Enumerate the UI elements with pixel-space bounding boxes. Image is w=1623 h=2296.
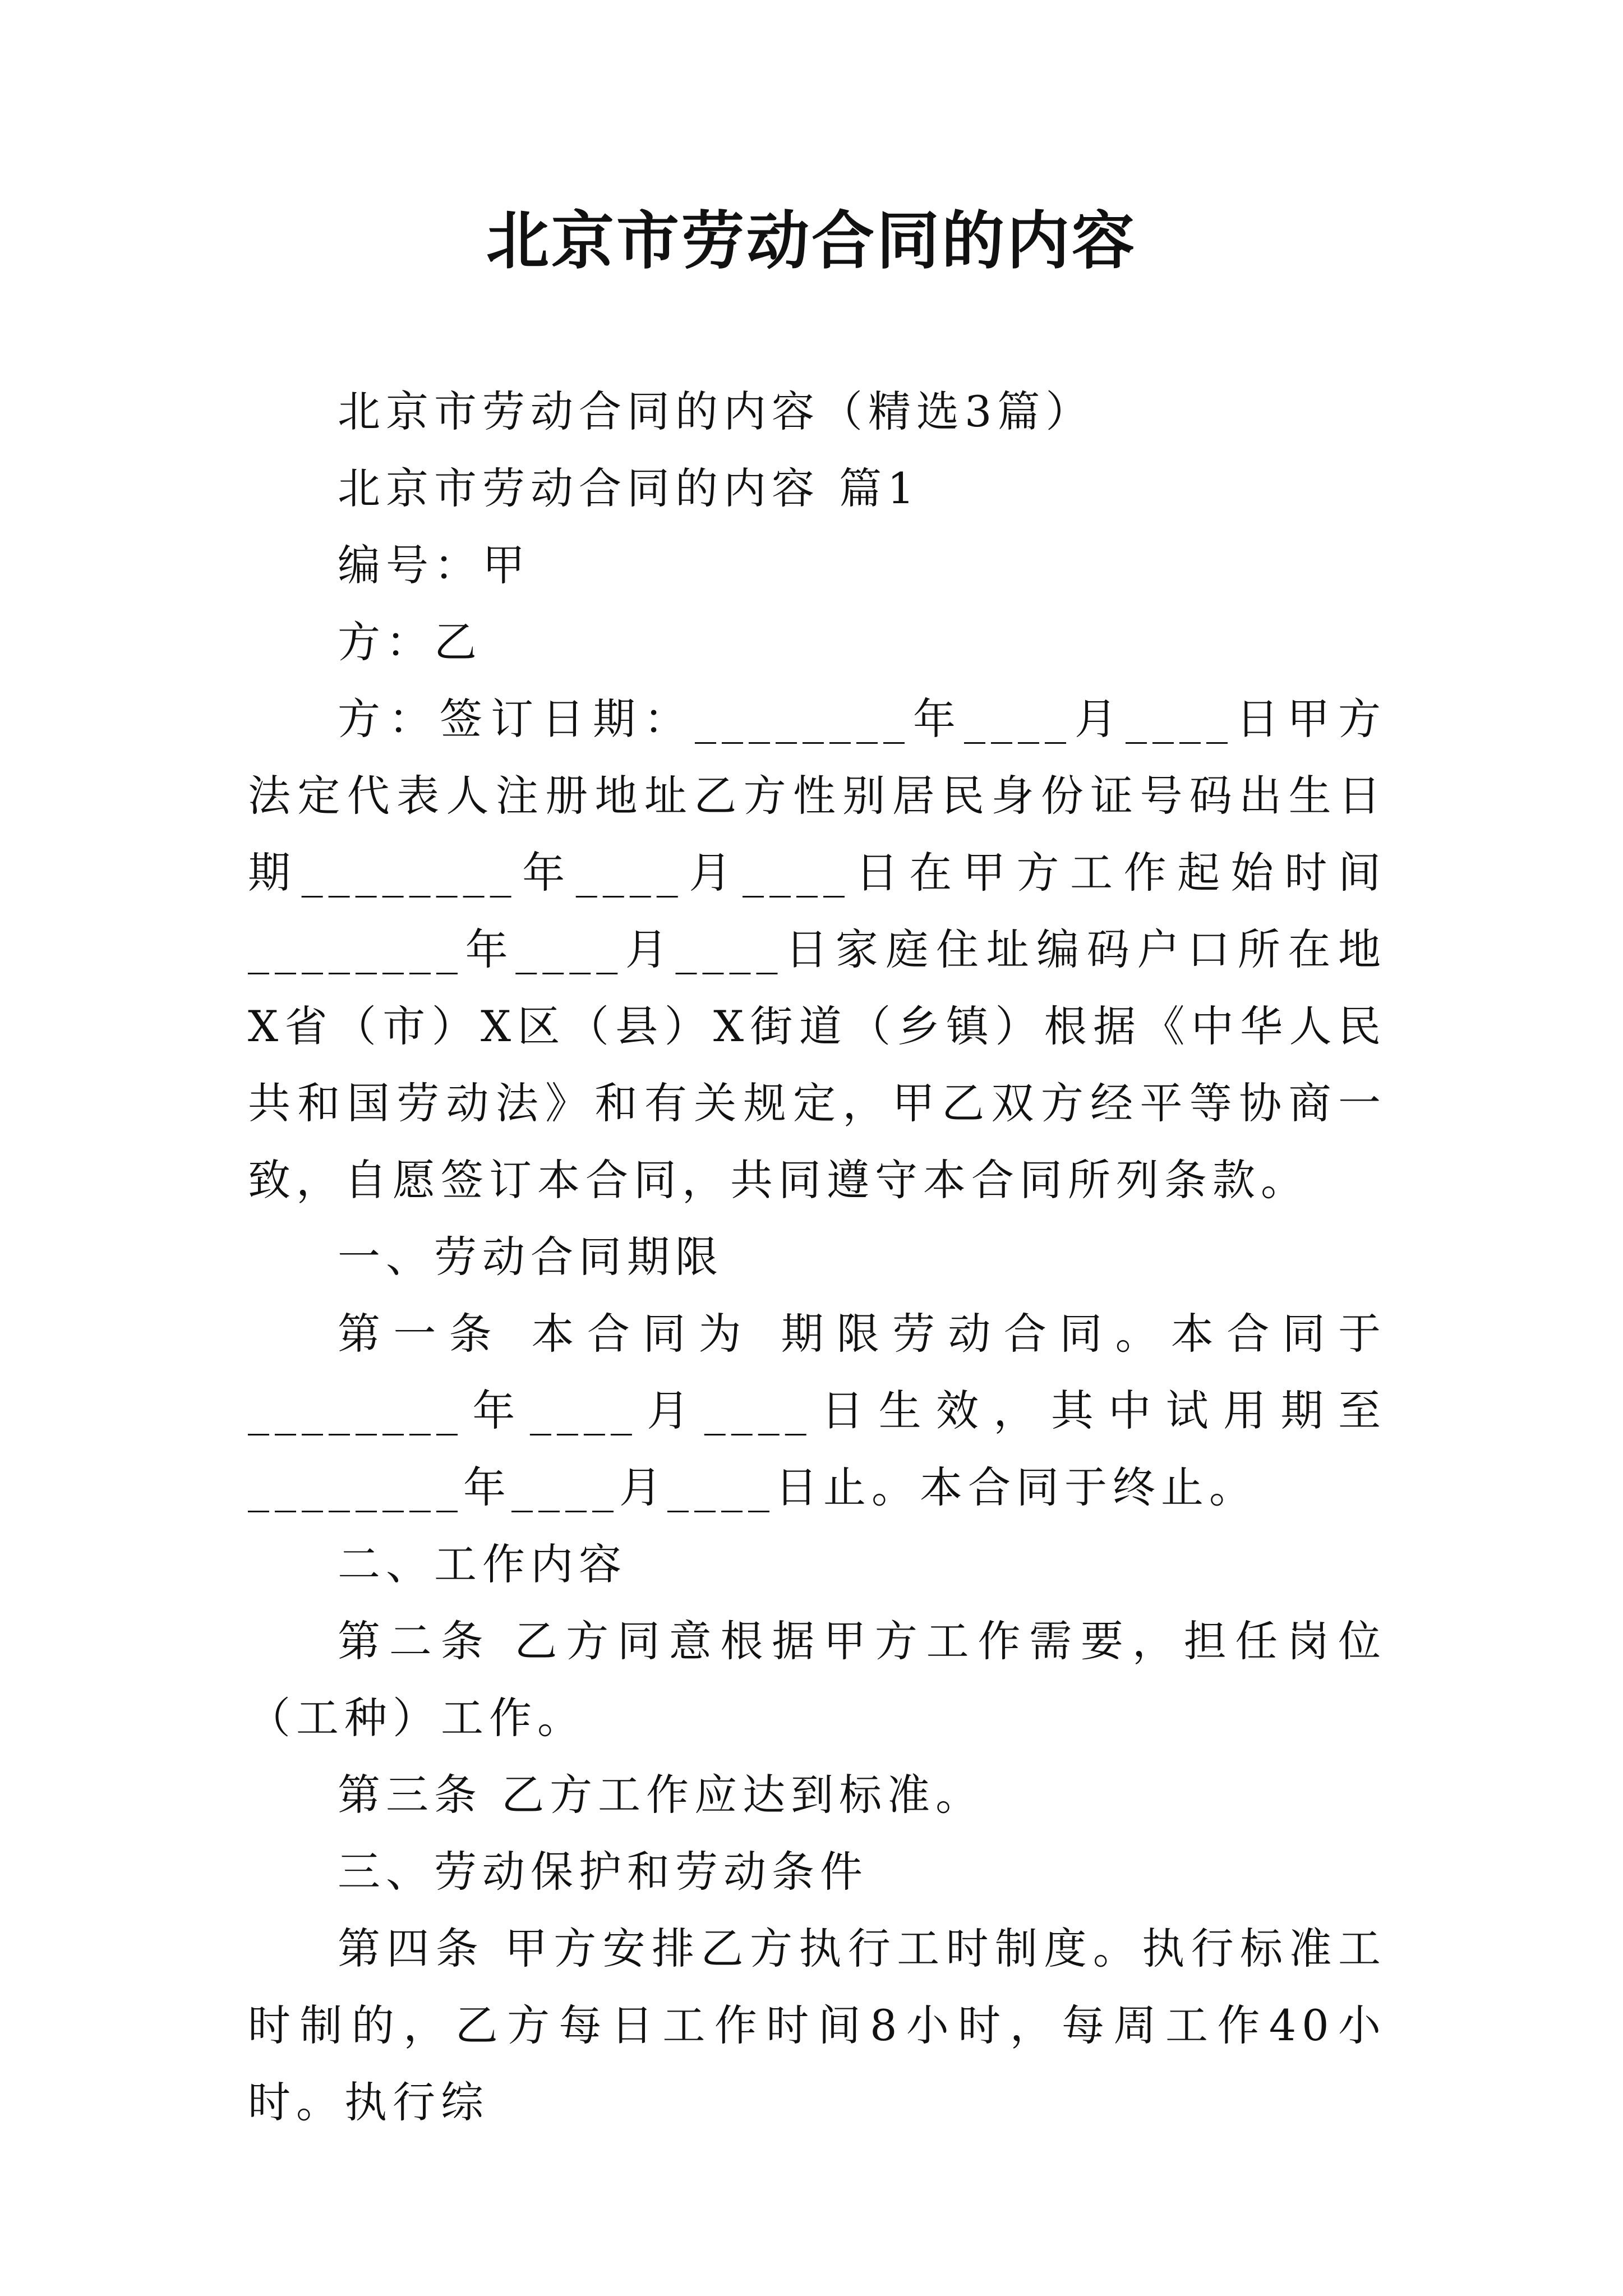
paragraph-heading-term: 一、劳动合同期限 [338, 1232, 723, 1282]
paragraph-section-heading: 北京市劳动合同的内容 篇1 [338, 463, 920, 513]
paragraph-article-1: 第一条 本合同为 期限劳动合同。本合同于________年____月____日生效，其中试用期至________年____月____日止。本合同于终止。 [248, 1309, 1386, 1512]
paragraph-article-3: 第三条 乙方工作应达到标准。 [338, 1770, 984, 1820]
paragraph-heading-protection: 三、劳动保护和劳动条件 [338, 1847, 868, 1897]
paragraph-number: 编号：甲 [338, 540, 531, 590]
paragraph-heading-work: 二、工作内容 [338, 1539, 627, 1589]
document-body [248, 373, 1386, 2141]
document-title: 北京市劳动合同的内容 [486, 204, 1137, 278]
paragraph-signing-info: 方：签订日期：________年____月____日甲方法定代表人注册地址乙方性别居民身份证号码出生日期________年____月____日在甲方工作起始时间________年____月____日家庭住址编码户口所在地X省（市）X区（县）X街道（乡镇）根据《中华人民共和国劳动法》和有关规定，甲乙双方经平等协商一致，自愿签订本合同，共同遵守本合同所列条款。 [248, 694, 1386, 1205]
paragraph-party-b: 方：乙 [338, 617, 482, 667]
paragraph-article-2: 第二条 乙方同意根据甲方工作需要，担任岗位（工种）工作。 [248, 1616, 1386, 1743]
paragraph-article-4: 第四条 甲方安排乙方执行工时制度。执行标准工时制的，乙方每日工作时间8小时，每周工作40小时。执行综 [248, 1924, 1386, 2127]
paragraph-subtitle: 北京市劳动合同的内容（精选3篇） [338, 386, 1094, 436]
